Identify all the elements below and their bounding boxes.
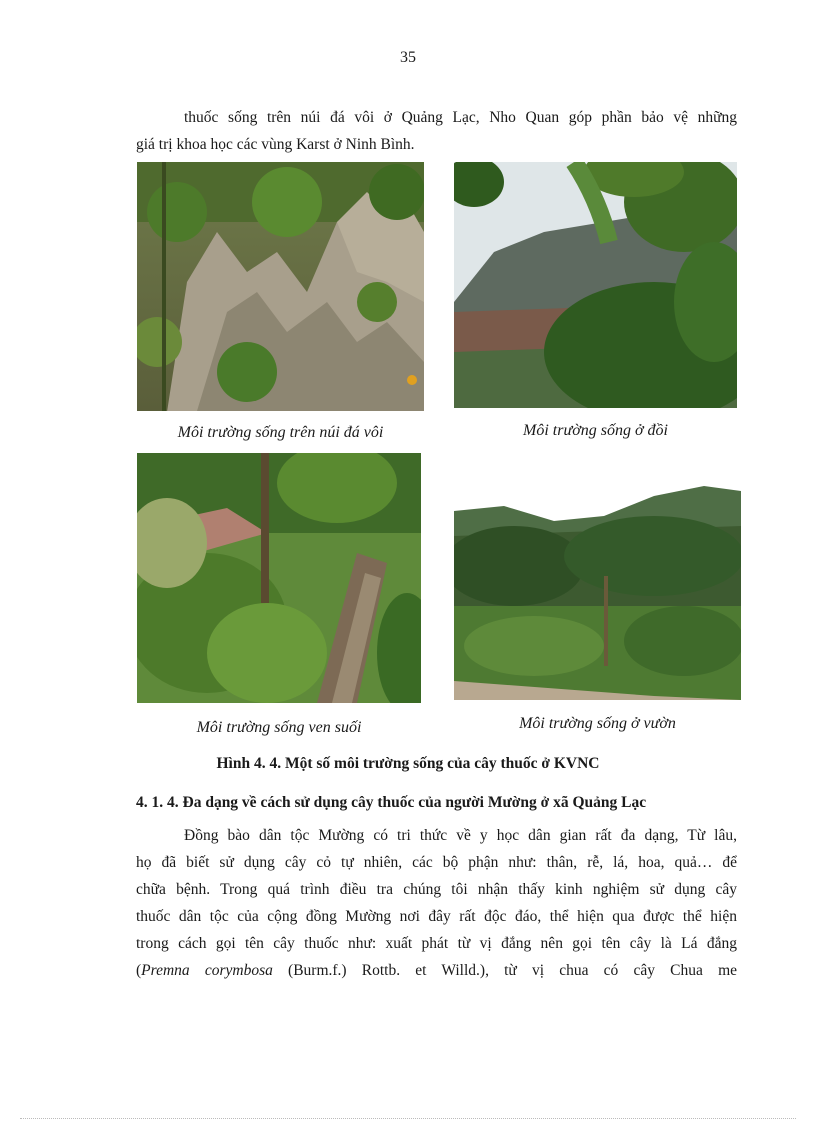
body-line: trong cách gọi tên cây thuốc như: xuất phát từ vị đắng nên gọi tên cây là Lá đắng <box>136 935 737 952</box>
footer-rule <box>20 1118 796 1119</box>
body-line: thuốc dân tộc của cộng đồng Mường nơi đây rất độc đáo, thể hiện qua được thể hiện <box>136 908 737 925</box>
photo-caption: Môi trường sống ven suối <box>196 719 362 736</box>
body-paragraph <box>136 822 737 984</box>
intro-line: thuốc sống trên núi đá vôi ở Quảng Lạc, Nho Quan góp phần bảo vệ những <box>184 109 737 126</box>
intro-paragraph <box>136 104 737 158</box>
body-line-last: (Premna corymbosa (Burm.f.) Rottb. et Willd.), từ vị chua có cây Chua me <box>136 962 738 979</box>
section-heading: 4. 1. 4. Đa dạng về cách sử dụng cây thuốc của người Mường ở xã Quảng Lạc <box>136 794 647 811</box>
photo-caption: Môi trường sống ở đồi <box>523 422 668 439</box>
photo-garden <box>454 476 741 700</box>
page-number: 35 <box>400 49 416 66</box>
photo-hill <box>454 162 737 408</box>
body-line: chữa bệnh. Trong quá trình điều tra chúng tôi nhận thấy kinh nghiệm sử dụng cây <box>136 881 737 898</box>
photo-stream <box>137 453 421 703</box>
body-line-rest: (Burm.f.) Rottb. et Willd.), từ vị chua có cây Chua me <box>272 962 738 979</box>
figure-title: Hình 4. 4. Một số môi trường sống của cây thuốc ở KVNC <box>216 755 600 772</box>
photo-limestone-mountain <box>137 162 424 411</box>
body-line: họ đã biết sử dụng cây cỏ tự nhiên, các bộ phận như: thân, rễ, lá, hoa, quả… để <box>136 854 737 871</box>
intro-line: giá trị khoa học các vùng Karst ở Ninh Bình. <box>136 136 415 153</box>
photo-caption: Môi trường sống ở vườn <box>519 715 676 732</box>
body-line: Đồng bào dân tộc Mường có tri thức về y học dân gian rất đa dạng, Từ lâu, <box>184 827 737 844</box>
photo-caption: Môi trường sống trên núi đá vôi <box>177 424 384 441</box>
species-name: Premna corymbosa <box>141 962 273 979</box>
